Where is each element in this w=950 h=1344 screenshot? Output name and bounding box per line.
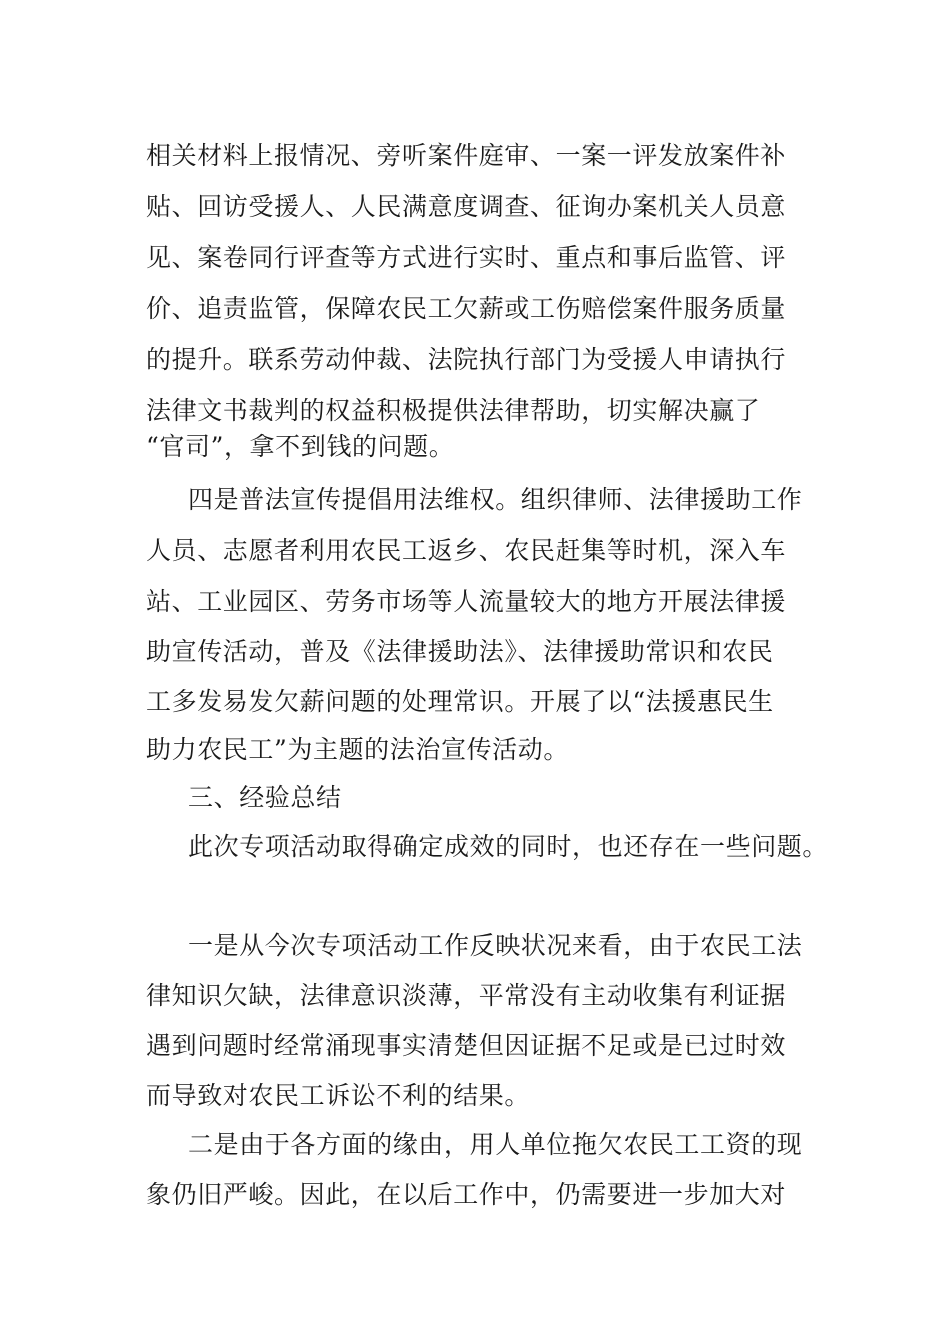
text-line: 见、案卷同行评查等方式进行实时、重点和事后监管、评	[146, 243, 787, 272]
text-line: 价、追责监管，保障农民工欠薪或工伤赔偿案件服务质量	[146, 294, 787, 323]
text-line: 相关材料上报情况、旁听案件庭审、一案一评发放案件补	[146, 141, 787, 170]
text-line: 而导致对农民工诉讼不利的结果。	[146, 1081, 531, 1110]
paragraph-start-line: 四是普法宣传提倡用法维权。组织律师、法律援助工作	[188, 485, 803, 514]
paragraph-start-line: 此次专项活动取得确定成效的同时，也还存在一些问题。	[188, 832, 829, 861]
text-line: 遇到问题时经常涌现事实清楚但因证据不足或是已过时效	[146, 1031, 787, 1060]
text-line: 贴、回访受援人、人民满意度调查、征询办案机关人员意	[146, 192, 787, 221]
paragraph-start-line: 一是从今次专项活动工作反映状况来看，由于农民工法	[188, 931, 803, 960]
section-heading: 三、经验总结	[188, 783, 342, 812]
paragraph-start-line: 二是由于各方面的缘由，用人单位拖欠农民工工资的现	[188, 1130, 803, 1159]
text-line: 助宣传活动，普及《法律援助法》、法律援助常识和农民	[146, 637, 774, 666]
text-line: 律知识欠缺，法律意识淡薄，平常没有主动收集有利证据	[146, 981, 787, 1010]
text-line: 法律文书裁判的权益积极提供法律帮助，切实解决赢了	[146, 396, 761, 425]
text-line: 象仍旧严峻。因此，在以后工作中，仍需要进一步加大对	[146, 1180, 787, 1209]
text-line: 的提升。联系劳动仲裁、法院执行部门为受援人申请执行	[146, 345, 787, 374]
text-line: 助力农民工”为主题的法治宣传活动。	[146, 735, 569, 764]
text-line: “官司”，拿不到钱的问题。	[146, 432, 455, 461]
text-line: 工多发易发欠薪问题的处理常识。开展了以“法援惠民生	[146, 687, 774, 716]
text-line: 人员、志愿者利用农民工返乡、农民赶集等时机，深入车	[146, 536, 787, 565]
text-line: 站、工业园区、劳务市场等人流量较大的地方开展法律援	[146, 587, 787, 616]
